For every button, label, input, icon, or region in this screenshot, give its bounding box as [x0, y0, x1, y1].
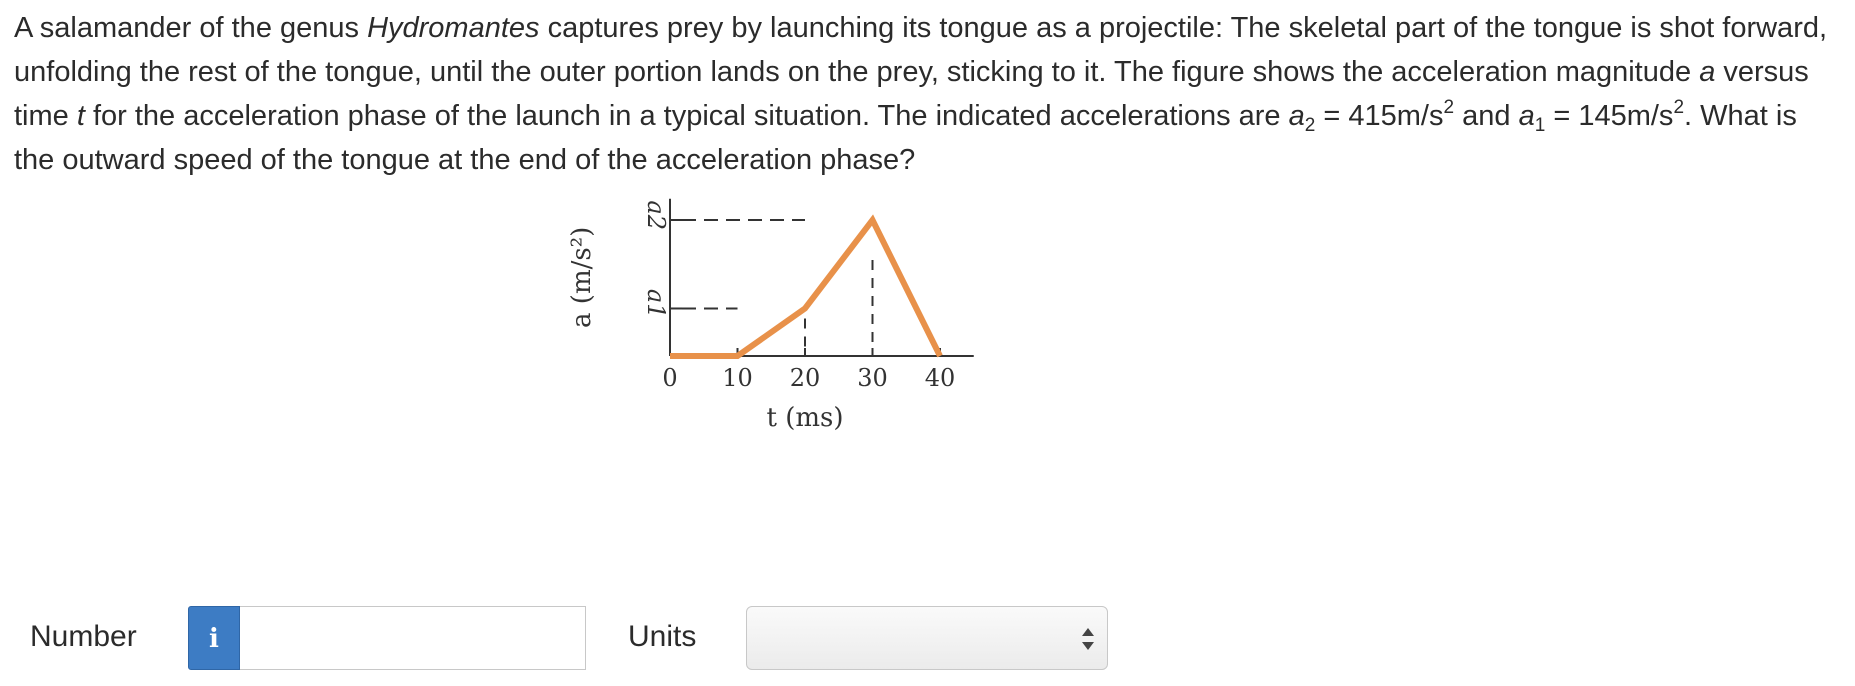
- x-tick-label: 10: [722, 364, 753, 392]
- question-part: captures prey by launching its tongue as a projectile: The skeletal part of the tongue is shot forward, unfolding the rest of the tongue, until the outer portion lands on the prey, sticking to it. The figure shows the acceleration magnitude: [14, 12, 1828, 88]
- chart-svg: [567, 200, 1180, 520]
- acceleration-series-line: [670, 220, 940, 356]
- x-tick-label: 20: [789, 364, 821, 392]
- y-axis-label: a (m/s²): [567, 226, 597, 328]
- question-part: and: [1454, 100, 1519, 132]
- question-part: . What is the outward speed of the tongue at the end of the acceleration phase?: [14, 100, 1797, 176]
- a2-subscript: 2: [1304, 115, 1316, 136]
- number-label: Number: [30, 620, 137, 653]
- info-icon[interactable]: i: [188, 606, 240, 670]
- x-tick-label: 30: [857, 364, 888, 392]
- variable-t: t: [76, 100, 85, 132]
- question-text: [14, 6, 1844, 182]
- question-part: for the acceleration phase of the launch in a typical situation. The indicated accelerations are: [84, 100, 1289, 132]
- a1-symbol: a: [1518, 100, 1535, 132]
- variable-a: a: [1699, 56, 1716, 88]
- a1-unit-exponent: 2: [1673, 97, 1685, 118]
- x-tick-label: 0: [662, 364, 678, 392]
- select-arrows-icon: [1081, 625, 1095, 653]
- x-axis-label: t (ms): [766, 403, 844, 433]
- a1-value: = 145m/s: [1545, 100, 1674, 132]
- a2-symbol: a: [1288, 100, 1305, 132]
- units-label: Units: [628, 620, 697, 653]
- a2-unit-exponent: 2: [1443, 97, 1455, 118]
- a1-subscript: 1: [1534, 115, 1546, 136]
- x-tick-label: 40: [924, 364, 956, 392]
- y-mark-label: a1: [642, 288, 670, 319]
- question-part: A salamander of the genus: [14, 12, 368, 44]
- a2-value: = 415m/s: [1315, 100, 1444, 132]
- units-select[interactable]: [746, 606, 1108, 670]
- genus-name: Hydromantes: [367, 12, 540, 44]
- acceleration-chart: [567, 200, 1180, 520]
- number-input[interactable]: [240, 606, 586, 670]
- question-part: versus time: [14, 56, 1809, 132]
- y-mark-label: a2: [642, 200, 670, 230]
